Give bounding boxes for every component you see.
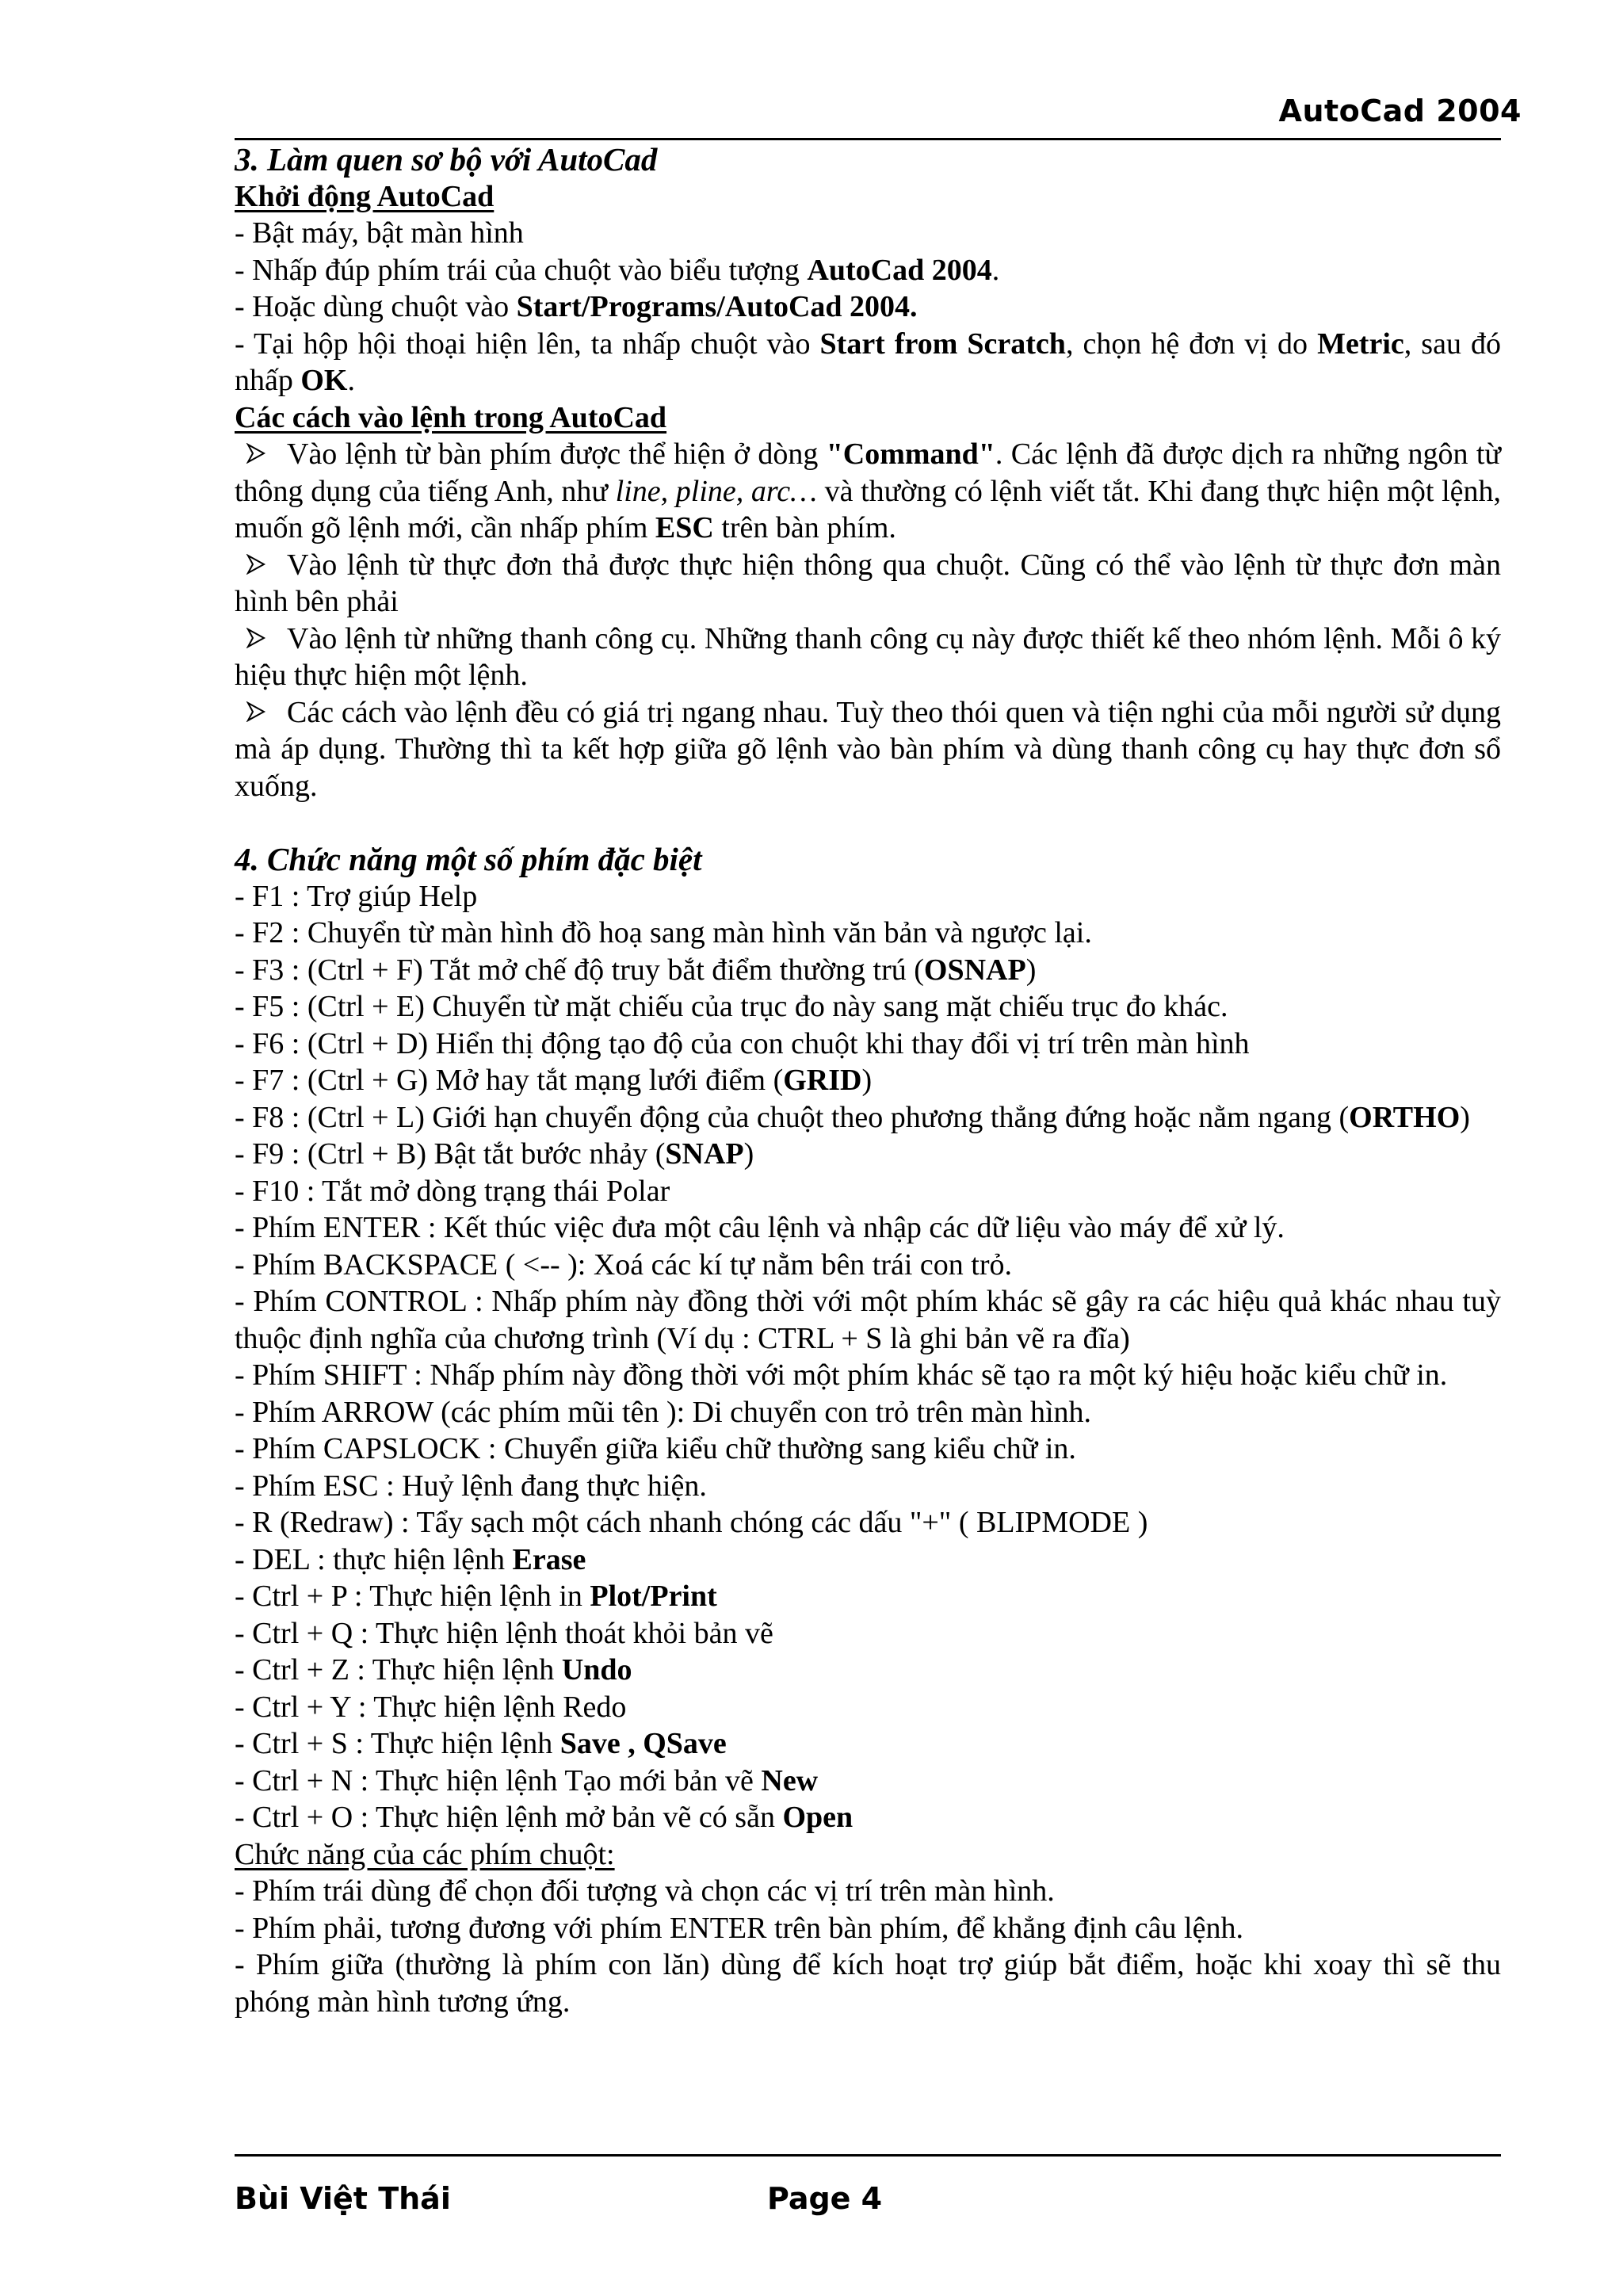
key-item: - Phím BACKSPACE ( <-- ): Xoá các kí tự nằm bên trái con trỏ.: [235, 1247, 1012, 1282]
start-line: - Nhấp đúp phím trái của chuột vào biểu tượng AutoCad 2004.: [235, 253, 1000, 287]
section-4-heading: 4. Chức năng một số phím đặc biệt: [235, 841, 702, 877]
key-item: - Ctrl + Q : Thực hiện lệnh thoát khỏi bản vẽ: [235, 1616, 773, 1650]
arrow-bullet-icon: [246, 436, 269, 473]
key-item: - F8 : (Ctrl + L) Giới hạn chuyển động của chuột theo phương thẳng đứng hoặc nằm ngang (ORTHO): [235, 1100, 1470, 1134]
command-method-item: Vào lệnh từ những thanh công cụ. Những thanh công cụ này được thiết kế theo nhóm lệnh. Mỗi ô ký hiệu thực hiện một lệnh.: [235, 621, 1501, 692]
key-item: - F9 : (Ctrl + B) Bật tắt bước nhảy (SNAP): [235, 1137, 754, 1171]
key-item: - F10 : Tắt mở dòng trạng thái Polar: [235, 1174, 670, 1208]
section-3-heading: 3. Làm quen sơ bộ với AutoCad: [235, 141, 658, 178]
key-item: - F6 : (Ctrl + D) Hiển thị động tạo độ của con chuột khi thay đổi vị trí trên màn hình: [235, 1026, 1250, 1060]
header-rule: [235, 138, 1501, 140]
key-item: - Phím ENTER : Kết thúc việc đưa một câu lệnh và nhập các dữ liệu vào máy để xử lý.: [235, 1211, 1285, 1244]
key-item: - F5 : (Ctrl + E) Chuyển từ mặt chiếu của trục đo này sang mặt chiếu trục đo khác.: [235, 990, 1228, 1023]
key-item: - Ctrl + O : Thực hiện lệnh mở bản vẽ có sẵn Open: [235, 1801, 854, 1834]
key-item: - Phím ESC : Huỷ lệnh đang thực hiện.: [235, 1469, 707, 1503]
command-method-item: Vào lệnh từ bàn phím được thể hiện ở dòng "Command". Các lệnh đã được dịch ra những ngôn từ thông dụng của tiếng Anh, như line, pline, arc… và thường có lệnh viết tắt. Khi đang thực hiện một lệnh, muốn gõ lệnh mới, cần nhấp phím ESC trên bàn phím.: [235, 437, 1502, 544]
key-item: - F1 : Trợ giúp Help: [235, 879, 478, 913]
footer-page-number: Page 4: [767, 2181, 883, 2216]
section-gap: [235, 804, 1501, 841]
mouse-buttons-heading: Chức năng của các phím chuột:: [235, 1837, 615, 1871]
start-line: - Tại hộp hội thoại hiện lên, ta nhấp chuột vào Start from Scratch, chọn hệ đơn vị do Metric, sau đó nhấp OK.: [235, 327, 1502, 397]
footer-rule: [235, 2154, 1501, 2157]
mouse-item: - Phím giữa (thường là phím con lăn) dùng để kích hoạt trợ giúp bắt điểm, hoặc khi xoay thì sẽ thu phóng màn hình tương ứng.: [235, 1948, 1501, 2019]
start-line: - Bật máy, bật màn hình: [235, 216, 524, 250]
document-body: [235, 141, 1501, 2020]
footer-author: Bùi Việt Thái: [235, 2181, 451, 2216]
mouse-item: - Phím phải, tương đương với phím ENTER trên bàn phím, để khẳng định câu lệnh.: [235, 1911, 1243, 1945]
arrow-bullet-icon: [246, 694, 269, 732]
key-item: - F7 : (Ctrl + G) Mở hay tắt mạng lưới điểm (GRID): [235, 1064, 873, 1097]
key-item: - Ctrl + S : Thực hiện lệnh Save , QSave: [235, 1727, 727, 1760]
key-item: - F2 : Chuyển từ màn hình đồ hoạ sang màn hình văn bản và ngược lại.: [235, 916, 1092, 949]
key-item: - DEL : thực hiện lệnh Erase: [235, 1542, 586, 1576]
key-item: - R (Redraw) : Tẩy sạch một cách nhanh chóng các dấu "+" ( BLIPMODE ): [235, 1506, 1148, 1539]
arrow-bullet-icon: [246, 547, 269, 584]
mouse-item: - Phím trái dùng để chọn đối tượng và chọn các vị trí trên màn hình.: [235, 1874, 1055, 1908]
key-item: - F3 : (Ctrl + F) Tắt mở chế độ truy bắt điểm thường trú (OSNAP): [235, 953, 1037, 987]
key-item: - Phím CAPSLOCK : Chuyển giữa kiểu chữ thường sang kiểu chữ in.: [235, 1432, 1076, 1465]
key-item: - Ctrl + Y : Thực hiện lệnh Redo: [235, 1690, 627, 1724]
key-item: - Phím CONTROL : Nhấp phím này đồng thời với một phím khác sẽ gây ra các hiệu quả khác nhau tuỳ thuộc định nghĩa của chương trình (Ví dụ : CTRL + S là ghi bản vẽ ra đĩa): [235, 1285, 1501, 1355]
command-method-item: Các cách vào lệnh đều có giá trị ngang nhau. Tuỳ theo thói quen và tiện nghi của mỗi người sử dụng mà áp dụng. Thường thì ta kết hợp giữa gõ lệnh vào bàn phím và dùng thanh công cụ hay thực đơn sổ xuống.: [235, 695, 1501, 803]
command-methods-heading: Các cách vào lệnh trong AutoCad: [235, 400, 667, 434]
key-item: - Ctrl + N : Thực hiện lệnh Tạo mới bản vẽ New: [235, 1763, 819, 1797]
start-line: - Hoặc dùng chuột vào Start/Programs/AutoCad 2004.: [235, 290, 918, 323]
key-item: - Ctrl + P : Thực hiện lệnh in Plot/Print: [235, 1580, 717, 1613]
arrow-bullet-icon: [246, 621, 269, 658]
header-title: AutoCad 2004: [1278, 94, 1522, 128]
command-method-item: Vào lệnh từ thực đơn thả được thực hiện thông qua chuột. Cũng có thể vào lệnh từ thực đơn màn hình bên phải: [235, 548, 1501, 618]
start-autocad-heading: Khởi động AutoCad: [235, 179, 495, 213]
key-item: - Ctrl + Z : Thực hiện lệnh Undo: [235, 1653, 632, 1687]
key-item: - Phím ARROW (các phím mũi tên ): Di chuyển con trỏ trên màn hình.: [235, 1395, 1092, 1429]
key-item: - Phím SHIFT : Nhấp phím này đồng thời với một phím khác sẽ tạo ra một ký hiệu hoặc kiểu chữ in.: [235, 1358, 1448, 1392]
